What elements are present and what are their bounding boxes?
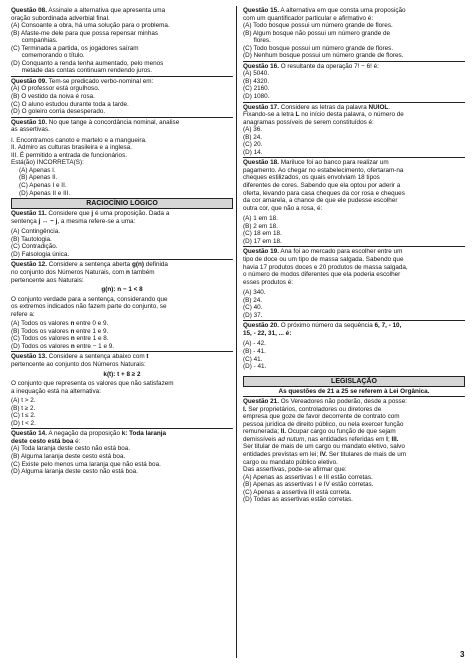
divider [243,102,465,103]
text-line: (C) Terminada a partida, os jogadores saíram [11,44,139,52]
divider [243,396,465,397]
text-line: pertencente ao conjunto dos Números Naturais: [11,360,146,368]
q12-options [11,320,233,350]
text-line: diferentes de cores. Sabendo que ela optou por aderir a [243,182,401,190]
text-line: (B) O vestido da noiva é rosa. [11,93,95,101]
q17-options [243,126,465,156]
text-line: (C) Existe pelo menos uma laranja que não está boa. [11,460,161,468]
text-line: (A) 5040. [243,70,270,78]
question-10 [11,119,233,197]
question-21 [243,398,465,504]
divider [11,428,233,429]
text-line: 15, - 22, 31, ... é: [243,329,292,337]
question-14 [11,430,233,475]
question-12 [11,261,233,350]
text-line: refere a: [11,310,35,318]
text-line: (D) Todas as assertivas estão corretas. [243,496,353,504]
question-08 [11,7,233,75]
q13-formula: k(t): t + 8 ≥ 2 [103,370,141,378]
text-line: (C) Todo bosque possui um número grande de flores. [243,44,394,52]
text-line: (A) 36. [243,126,263,134]
text-line: (D) Todos os valores n entre − 1 e 9. [11,342,115,350]
text-line: Questão 14. A negação da proposição k: Toda laranja [11,430,167,438]
text-line: entidades previstas em lei; IV. Ser titulares de mais de um [243,450,407,458]
text-line: Questão 17. Considere as letras da palavra NUIOL. [243,103,391,111]
text-line: (C) O aluno estudou durante toda a tarde. [11,100,129,108]
q20-options [243,340,465,370]
text-line: (A) t > 2. [11,397,36,405]
text-line: I. Ser proprietários, controladores ou diretores de [243,405,382,413]
right-column [243,7,465,504]
text-line: O conjunto que representa os valores que não satisfazem [11,380,174,388]
text-line: I. Encontramos canoto e martelo e a mangueira. [11,136,147,144]
question-19 [243,248,465,319]
divider [11,117,233,118]
text-line: (B) - 41. [243,347,266,355]
text-line: (A) 1 em 18. [243,215,278,223]
q12-stem [11,261,233,284]
text-line: (A) O professor está orgulhoso. [11,85,100,93]
q12-formula: g(n): n − 1 < 8 [101,286,143,294]
q16-stem [243,63,465,71]
q20-stem [243,322,465,337]
text-line: (A) Toda laranja deste cesto não está boa. [11,445,131,453]
text-line: (D) - 41. [243,363,267,371]
text-line: os extremos indicados não fazem parte do conjunto, se [11,303,167,311]
text-line: flores. [243,37,271,45]
text-line: Questão 10. No que tange à concordância nominal, analise [11,118,180,126]
question-15 [243,7,465,60]
text-line: tipo de doce ou um tipo de massa salgada. Sabendo que [243,255,404,263]
text-line: (C) 41. [243,355,263,363]
text-line: Questão 21. Os Vereadores não poderão, desde a posse: [243,398,407,406]
q14-options [11,445,233,475]
text-line: III. É permitido a entrada de funcionários. [11,151,128,159]
q18-options [243,215,465,245]
text-line: (C) 18 em 18. [243,230,282,238]
text-line: (B) 24. [243,296,263,304]
section-note: As questões de 21 a 25 se referem à Lei Orgânica. [278,387,430,395]
text-line: da cor amarela, a chance de que ele pudesse escolher [243,197,398,205]
q13-stem [11,353,233,368]
text-line: demissíveis ad nutum, nas entidades referidas em I; III. [243,435,399,443]
text-line: Questão 19. Ana foi ao mercado para escolher entre um [243,248,403,256]
text-line: (C) 2160. [243,85,270,93]
text-line: (C) t ≤ 2. [11,412,36,420]
q19-stem [243,248,465,286]
text-line: havia 17 produtos doces e 20 produtos de massa salgada, [243,263,408,271]
text-line: Questão 18. Mariluce foi ao banco para realizar um [243,159,389,167]
text-line: (B) Todos os valores n entre 1 e 9. [11,327,109,335]
text-line: deste cesto está boa é: [11,437,81,445]
text-line: outra cor, que não a rosa, é: [243,204,323,212]
text-line: (C) 40. [243,304,263,312]
question-20 [243,322,465,370]
text-line: cheques estilizados, os quais envolviam 18 tipos [243,174,380,182]
section-legislacao: LEGISLAÇÃO [243,376,465,387]
divider [11,76,233,77]
text-line: (D) Alguma laranja deste cesto não está boa. [11,468,138,476]
text-line: anagramas possíveis de serem constituídos é: [243,118,374,126]
text-line: (A) - 42. [243,340,266,348]
text-line: Questão 08. Assinale a alternativa que apresenta uma [11,7,166,14]
column-divider [236,6,237,658]
text-line: (B) 24. [243,133,263,141]
text-line: pertencente aos Naturais: [11,276,84,284]
q08-options [11,22,233,75]
text-line: (A) Contingência. [11,228,61,236]
question-16 [243,63,465,101]
text-line: (D) O goleiro corria desesperado. [11,108,106,116]
text-line: (D) 14. [243,148,263,156]
text-line: oferta, levando para casa cheques da cor rosa e cheques [243,189,405,197]
divider [243,61,465,62]
q08-stem [11,7,233,22]
text-line: (B) Tautologia. [11,235,52,243]
text-line: (D) 1080. [243,93,270,101]
text-line: pagamento. Ao chegar no estabelecimento, ofertaram-na [243,166,404,174]
q11-stem [11,210,233,225]
q19-options [243,289,465,319]
question-11 [11,210,233,258]
text-line: (B) Algum bosque não possui um número grande de [243,29,391,37]
text-line: (C) Apenas a assertiva III está correta. [243,488,352,496]
q09-stem [11,78,233,86]
text-line: (B) Apenas as assertivas I e IV estão corretas. [243,481,374,489]
divider [243,246,465,247]
text-line: Questão 11. Considere que j é uma proposição. Dada a [11,210,170,218]
text-line: empresa que goze de favor decorrente de contrato com [243,413,400,421]
text-line: (D) Nenhum bosque possui um número grande de flores. [243,52,404,60]
question-17 [243,104,465,157]
text-line: (D) 17 em 18. [243,237,282,245]
text-line: II. Admiro as culturas brasileira e a inglesa. [11,144,132,152]
text-line: (D) Falsologia única. [11,250,70,258]
q16-options [243,70,465,100]
text-line: companhias. [11,37,58,45]
q12-stem-2 [11,296,233,319]
text-line: esses produtos é: [243,278,294,286]
text-line: Questão 12. Considere a sentença aberta g(n) definida [11,261,168,269]
text-line: Ser titular de mais de um cargo ou mandato eletivo, salvo [243,443,405,451]
text-line: (C) Todos os valores n entre 1 e 8. [11,335,109,343]
divider [11,351,233,352]
text-line: cargo ou mandato público eletivo. [243,458,338,466]
text-line: remunerada; II. Ocupar cargo ou função de que sejam [243,428,396,436]
text-line: (B) Apenas II. [19,174,58,182]
text-line: Questão 20. O próximo número da sequência 6, 7, - 10, [243,322,402,330]
text-line: (B) Afaste-me dele para que possa repensar minhas [11,29,159,37]
text-line: (A) Consoante a obra, há uma solução para o problema. [11,22,170,30]
q10-items [11,137,233,167]
text-line: (C) Contradição. [11,243,58,251]
text-line: O conjunto verdade para a sentença, considerando que [11,295,168,303]
question-18 [243,159,465,245]
text-line: (A) Todo bosque possui um número grande de flores. [243,22,393,30]
question-13 [11,353,233,427]
text-line: oração subordinada adverbial final. [11,14,110,22]
text-line: pessoa jurídica de direito público, ou nela exercer função [243,420,404,428]
q10-options [11,167,233,197]
text-line: (B) 2 em 18. [243,222,278,230]
text-line: (B) 4320. [243,77,270,85]
divider [243,157,465,158]
text-line: (D) t < 2. [11,419,36,427]
text-line: (A) 340. [243,289,266,297]
q10-stem [11,119,233,134]
q09-options [11,85,233,115]
divider [243,320,465,321]
text-line: Questão 13. Considere a sentença abaixo com t [11,353,149,361]
text-line: (B) Alguma laranja deste cesto está boa. [11,452,126,460]
q11-options [11,228,233,258]
q13-stem-2 [11,380,233,395]
text-line: as assertivas. [11,126,50,134]
q21-options [243,474,465,504]
text-line: Está(ão) INCORRETA(S): [11,159,84,167]
section-raciocinio-logico: RACIOCÍNIO LÓGICO [11,198,233,209]
text-line: a inequação está na alternativa: [11,387,101,395]
text-line: Questão 16. O resultante da operação 7! − 6! é: [243,62,379,70]
text-line: (D) Conquanto a renda tenha aumentado, pelo menos [11,59,164,67]
text-line: metade das contas continuam rendendo juros. [11,67,153,75]
text-line: Fixando-se a letra L no início desta palavra, o número de [243,111,404,119]
text-line: (A) Todos os valores n entre 0 e 9. [11,320,109,328]
text-line: sentença j ↔ ~ j, a mesma refere-se a uma: [11,217,136,225]
divider [11,259,233,260]
q15-stem [243,7,465,22]
q13-options [11,397,233,427]
text-line: o número de modos diferentes que ela poderia escolher [243,271,401,279]
text-line: (C) 20. [243,141,263,149]
text-line: no conjunto dos Números Naturais, com n também [11,268,155,276]
text-line: (B) t ≥ 2. [11,404,36,412]
page-number: 3 [460,650,465,659]
q15-options [243,22,465,60]
text-line: Das assertivas, pode-se afirmar que: [243,466,347,474]
text-line: (D) 37. [243,311,263,319]
text-line: com um quantificador particular e afirmativo é: [243,14,374,22]
text-line: comemorando o título. [11,52,85,60]
text-line: (C) Apenas I e II. [19,182,67,190]
q18-stem [243,159,465,212]
q14-stem [11,430,233,445]
text-line: (A) Apenas I. [19,166,56,174]
text-line: (A) Apenas as assertivas I e III estão corretas. [243,473,373,481]
text-line: Questão 09. Tem-se predicado verbo-nominal em: [11,77,154,85]
text-line: (D) Apenas II e III. [19,189,71,197]
left-column [11,7,233,476]
q17-stem [243,104,465,127]
question-09 [11,78,233,116]
text-line: Questão 15. A alternativa em que consta uma proposição [243,7,406,14]
q21-stem [243,398,465,473]
